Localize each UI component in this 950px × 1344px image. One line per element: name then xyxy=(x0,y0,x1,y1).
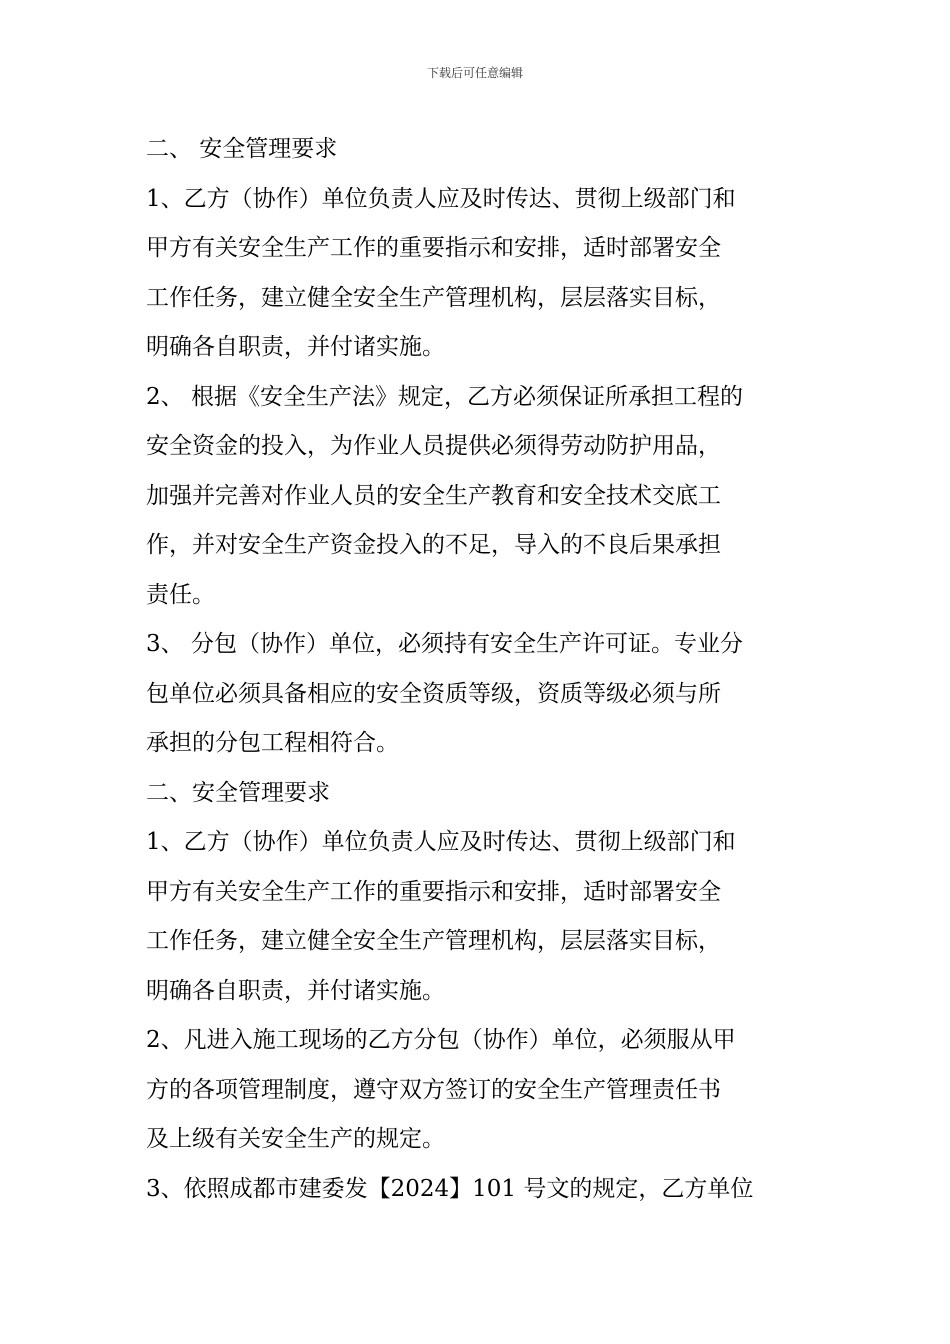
text-line: 方的各项管理制度，遵守双方签订的安全生产管理责任书 xyxy=(146,1076,721,1103)
text-line: 1、乙方（协作）单位负责人应及时传达、贯彻上级部门和 xyxy=(146,829,736,855)
text-line: 工作任务，建立健全安全生产管理机构，层层落实目标， xyxy=(146,284,721,311)
text-line: 甲方有关安全生产工作的重要指示和安排，适时部署安全 xyxy=(146,878,721,905)
text-line: 3、 分包（协作）单位，必须持有安全生产许可证。专业分 xyxy=(146,631,743,657)
text-line: 承担的分包工程相符合。 xyxy=(146,730,399,756)
text-line: 安全资金的投入，为作业人员提供必须得劳动防护用品， xyxy=(146,433,721,459)
text-line: 及上级有关安全生产的规定。 xyxy=(146,1126,445,1152)
section-heading: 二、 安全管理要求 xyxy=(146,136,338,162)
document-body xyxy=(146,125,810,1214)
page-header: 下载后可任意编辑 xyxy=(426,66,523,80)
text-line: 作，并对安全生产资金投入的不足，导入的不良后果承担 xyxy=(146,532,721,558)
text-line: 明确各自职责，并付诸实施。 xyxy=(146,334,445,360)
text-line: 明确各自职责，并付诸实施。 xyxy=(146,977,445,1004)
text-line: 加强并完善对作业人员的安全生产教育和安全技术交底工 xyxy=(146,482,721,509)
text-line: 甲方有关安全生产工作的重要指示和安排，适时部署安全 xyxy=(146,235,721,261)
text-line: 工作任务，建立健全安全生产管理机构，层层落实目标， xyxy=(146,928,721,954)
text-line: 3、依照成都市建委发【2024】101 号文的规定，乙方单位 xyxy=(146,1175,754,1202)
text-line: 2、 根据《安全生产法》规定，乙方必须保证所承担工程的 xyxy=(146,383,743,410)
text-line: 包单位必须具备相应的安全资质等级，资质等级必须与所 xyxy=(146,680,721,707)
section-heading: 二、安全管理要求 xyxy=(146,779,330,806)
text-line: 2、凡进入施工现场的乙方分包（协作）单位，必须服从甲 xyxy=(146,1027,736,1053)
text-line: 责任。 xyxy=(146,581,215,608)
text-line: 1、乙方（协作）单位负责人应及时传达、贯彻上级部门和 xyxy=(146,185,736,212)
